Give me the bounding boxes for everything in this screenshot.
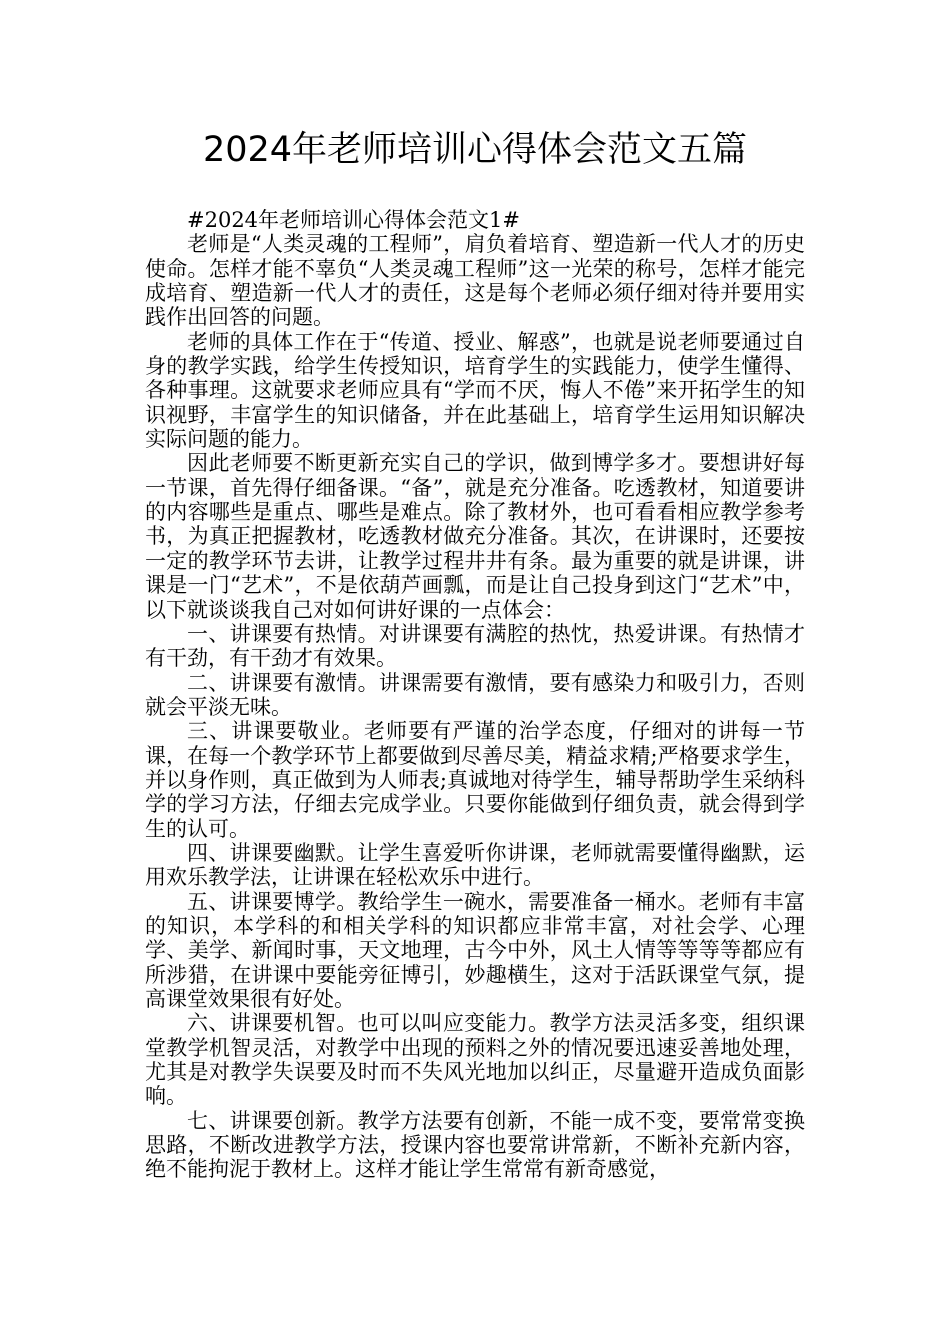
list-item: 四、讲课要幽默。让学生喜爱听你讲课，老师就需要懂得幽默，运用欢乐教学法，让讲课在轻松欢乐中进行。: [145, 840, 805, 890]
document-body: [145, 208, 805, 1182]
paragraph: 因此老师要不断更新充实自己的学识，做到博学多才。要想讲好每一节课，首先得仔细备课。“备”，就是充分准备。吃透教材，知道要讲的内容哪些是重点、哪些是难点。除了教材外，也可看看相应教学参考书，为真正把握教材，吃透教材做充分准备。其次，在讲课时，还要按一定的教学环节去讲，让教学过程井井有条。最为重要的就是讲课，讲课是一门“艺术”，不是依葫芦画瓢，而是让自己投身到这门“艺术”中，以下就谈谈我自己对如何讲好课的一点体会：: [145, 451, 805, 622]
paragraph: 老师的具体工作在于“传道、授业、解惑”，也就是说老师要通过自身的教学实践，给学生传授知识，培育学生的实践能力，使学生懂得、各种事理。这就要求老师应具有“学而不厌，悔人不倦”来开拓学生的知识视野，丰富学生的知识储备，并在此基础上，培育学生运用知识解决实际问题的能力。: [145, 329, 805, 452]
list-item: 六、讲课要机智。也可以叫应变能力。教学方法灵活多变，组织课堂教学机智灵活，对教学中出现的预料之外的情况要迅速妥善地处理，尤其是对教学失误要及时而不失风光地加以纠正，尽量避开造成负面影响。: [145, 1011, 805, 1109]
list-item: 三、讲课要敬业。老师要有严谨的治学态度，仔细对的讲每一节课，在每一个教学环节上都要做到尽善尽美，精益求精;严格要求学生，并以身作则，真正做到为人师表;真诚地对待学生，辅导帮助学生采纳科学的学习方法，仔细去完成学业。只要你能做到仔细负责，就会得到学生的认可。: [145, 719, 805, 841]
paragraph: 老师是“人类灵魂的工程师”，肩负着培育、塑造新一代人才的历史使命。怎样才能不辜负“人类灵魂工程师”这一光荣的称号，怎样才能完成培育、塑造新一代人才的责任，这是每个老师必须仔细对待并要用实践作出回答的问题。: [145, 232, 805, 330]
list-item: 一、讲课要有热情。对讲课要有满腔的热忱，热爱讲课。有热情才有干劲，有干劲才有效果。: [145, 621, 805, 671]
document-page: [145, 122, 805, 1182]
document-title: 2024年老师培训心得体会范文五篇: [202, 130, 748, 170]
list-item: 二、讲课要有激情。讲课需要有激情，要有感染力和吸引力，否则就会平淡无味。: [145, 670, 805, 719]
list-item: 七、讲课要创新。教学方法要有创新，不能一成不变，要常常变换思路，不断改进教学方法，授课内容也要常讲常新，不断补充新内容，绝不能拘泥于教材上。这样才能让学生常常有新奇感觉，: [145, 1108, 805, 1182]
section-heading: #2024年老师培训心得体会范文1#: [187, 208, 520, 232]
list-item: 五、讲课要博学。教给学生一碗水，需要准备一桶水。老师有丰富的知识，本学科的和相关学科的知识都应非常丰富，对社会学、心理学、美学、新闻时事，天文地理，古今中外，风土人情等等等等都应有所涉猎，在讲课中要能旁征博引，妙趣横生，这对于活跃课堂气氛，提高课堂效果很有好处。: [145, 889, 805, 1011]
